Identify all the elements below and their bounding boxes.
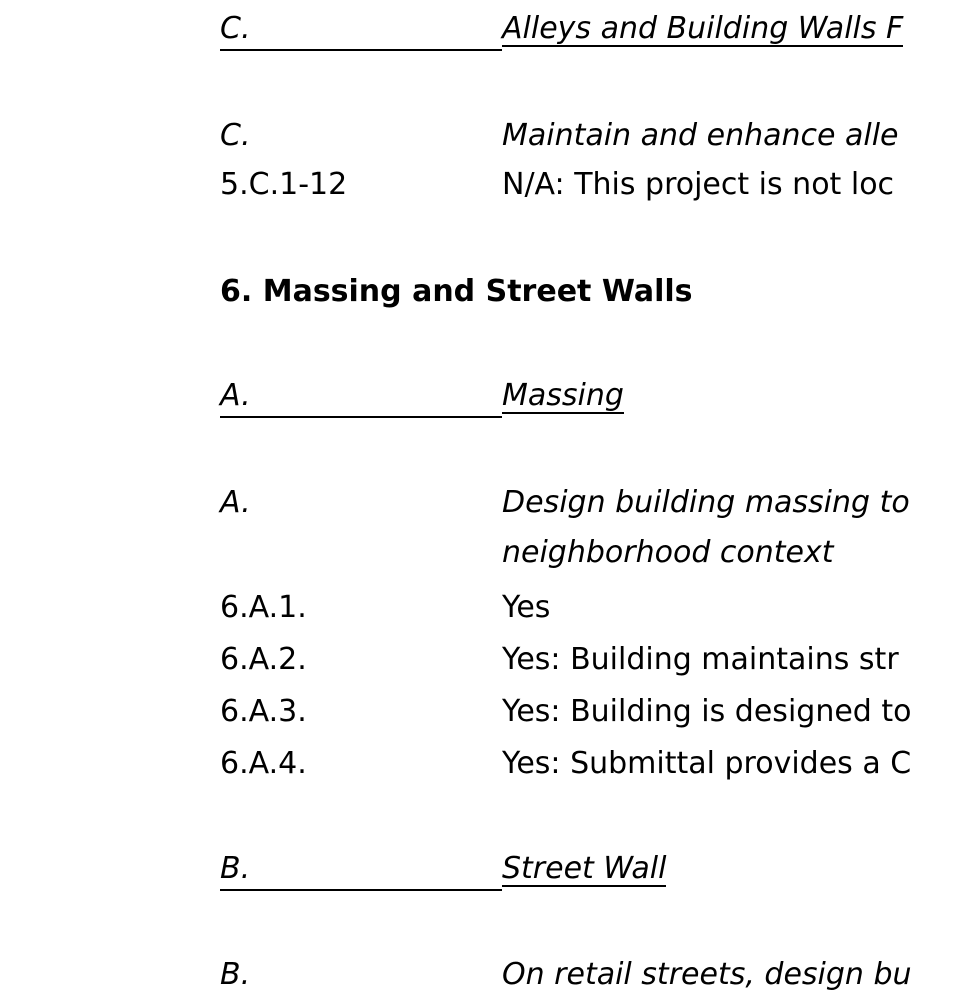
header-underline xyxy=(220,49,502,51)
item-text: Yes: Building maintains str xyxy=(502,642,899,677)
item-text: Yes xyxy=(502,590,551,625)
section-5c-header xyxy=(220,11,960,54)
section-6-heading: 6. Massing and Street Walls xyxy=(220,274,693,309)
section-6a-header-title: Massing xyxy=(502,378,624,413)
header-underline xyxy=(220,416,502,418)
section-6b-header-letter: B. xyxy=(220,851,251,886)
section-6b-row-text: On retail streets, design bu xyxy=(502,957,912,992)
section-5c-header-title: Alleys and Building Walls F xyxy=(502,11,904,46)
item-code: 6.A.1. xyxy=(220,590,307,625)
header-underline xyxy=(220,889,502,891)
item-code: 6.A.3. xyxy=(220,694,307,729)
section-6a-row-letter: A. xyxy=(220,485,251,520)
section-5c-row-text: Maintain and enhance alle xyxy=(502,118,899,153)
section-6a-row-text-line1: Design building massing to xyxy=(502,485,910,520)
section-5c-row-letter: C. xyxy=(220,118,251,153)
section-6b-header-title: Street Wall xyxy=(502,851,667,886)
section-6a-header xyxy=(220,378,960,421)
item-text: Yes: Building is designed to xyxy=(502,694,912,729)
section-5c-header-letter: C. xyxy=(220,11,251,46)
item-code: 6.A.4. xyxy=(220,746,307,781)
section-6a-row-text-line2: neighborhood context xyxy=(502,535,834,570)
item-code: 6.A.2. xyxy=(220,642,307,677)
section-6a-header-letter: A. xyxy=(220,378,251,413)
section-6b-header xyxy=(220,851,960,894)
item-code: 5.C.1-12 xyxy=(220,167,348,202)
item-text: N/A: This project is not loc xyxy=(502,167,895,202)
item-text: Yes: Submittal provides a C xyxy=(502,746,912,781)
section-6b-row-letter: B. xyxy=(220,957,251,992)
